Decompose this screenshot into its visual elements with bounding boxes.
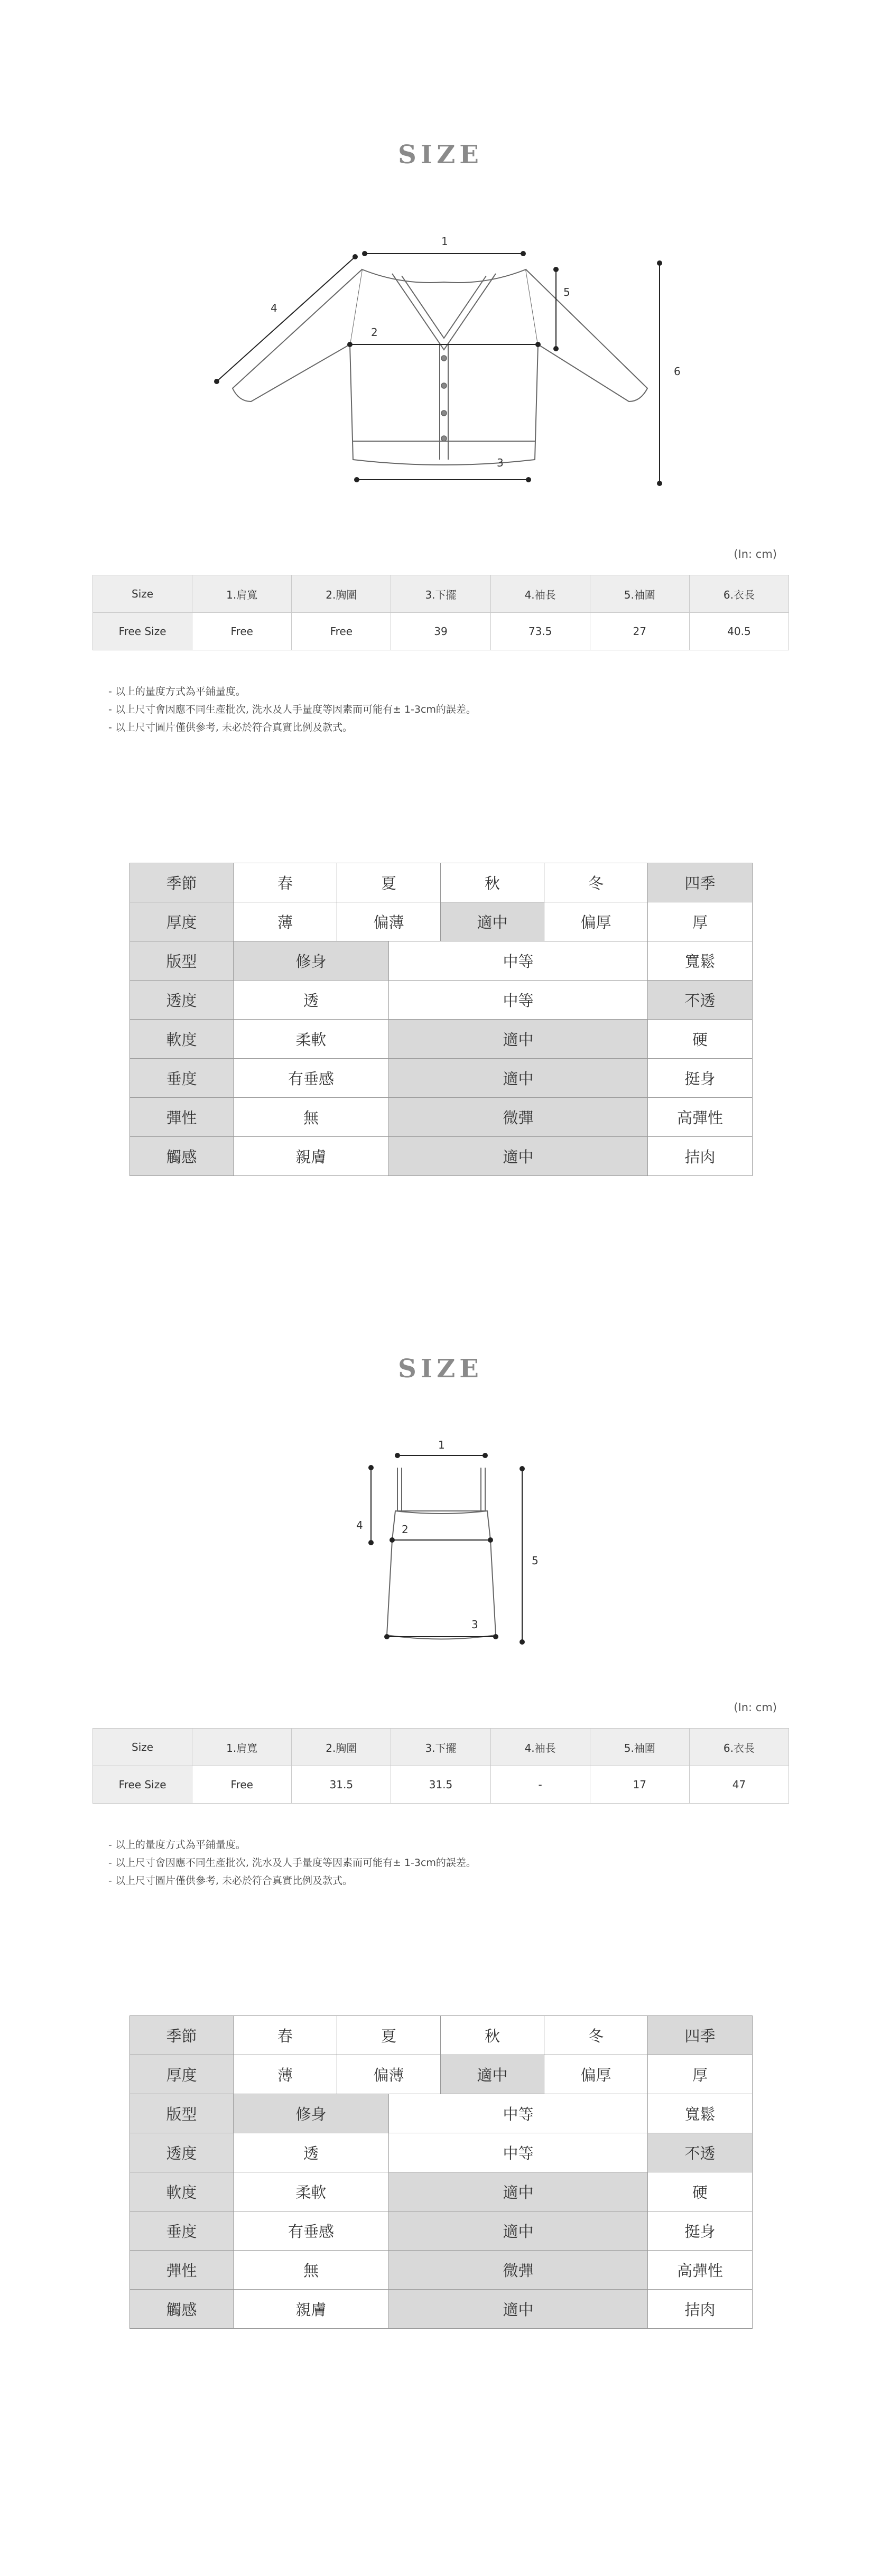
attribute-option-selected: 適中 — [389, 2211, 648, 2251]
note-line: - 以上的量度方式為平鋪量度。 — [108, 1839, 246, 1851]
attribute-option: 硬 — [648, 2172, 753, 2211]
camisole-size-diagram — [0, 1437, 881, 1659]
size-table-cell: 40.5 — [689, 613, 789, 650]
size-table-header-cell: 1.肩寬 — [192, 1729, 292, 1766]
attribute-option: 偏薄 — [337, 902, 441, 941]
attribute-option: 寬鬆 — [648, 941, 753, 981]
diagram-label-4: 4 — [271, 302, 277, 314]
attribute-row-drape — [130, 2211, 753, 2251]
size-table-header — [93, 575, 789, 613]
size-table-header-cell: 5.袖圍 — [590, 1729, 689, 1766]
fabric-attribute-table — [129, 2015, 753, 2329]
attribute-option: 高彈性 — [648, 1098, 753, 1137]
attribute-row-thickness — [130, 2055, 753, 2094]
attribute-option-selected: 不透 — [648, 981, 753, 1020]
note-line: - 以上的量度方式為平鋪量度。 — [108, 686, 246, 697]
attribute-option: 夏 — [337, 863, 441, 902]
attribute-option: 偏薄 — [337, 2055, 441, 2094]
size-table-cell: 31.5 — [292, 1766, 391, 1804]
measurement-notes — [108, 683, 476, 736]
attribute-option: 中等 — [389, 2094, 648, 2133]
attribute-row-touch — [130, 1137, 753, 1176]
attribute-label: 季節 — [130, 2016, 234, 2055]
attribute-row-touch — [130, 2290, 753, 2329]
attribute-label: 軟度 — [130, 1020, 234, 1059]
attribute-option: 透 — [234, 2133, 389, 2172]
size-table-header-cell: 2.胸圍 — [292, 1729, 391, 1766]
size-table-cell: Free — [292, 613, 391, 650]
attribute-label: 彈性 — [130, 1098, 234, 1137]
note-line: - 以上尺寸圖片僅供參考, 未必於符合真實比例及款式。 — [108, 722, 353, 733]
attribute-label: 版型 — [130, 2094, 234, 2133]
note-line: - 以上尺寸圖片僅供參考, 未必於符合真實比例及款式。 — [108, 1875, 353, 1887]
size-table-header-cell: Size — [93, 575, 192, 613]
size-table-header-cell: 6.衣長 — [689, 575, 789, 613]
attribute-row-fit — [130, 941, 753, 981]
fabric-attribute-table — [129, 863, 753, 1176]
diagram-label-3: 3 — [497, 456, 504, 469]
attribute-option-selected: 適中 — [441, 902, 544, 941]
attribute-option: 偏厚 — [544, 2055, 648, 2094]
attribute-option: 偏厚 — [544, 902, 648, 941]
attribute-option: 中等 — [389, 941, 648, 981]
size-table-cell: 31.5 — [391, 1766, 490, 1804]
attribute-option: 冬 — [544, 863, 648, 902]
attribute-option-selected: 四季 — [648, 2016, 753, 2055]
attribute-row-transparency — [130, 2133, 753, 2172]
diagram-label-1: 1 — [441, 235, 448, 248]
attribute-option-selected: 適中 — [389, 1020, 648, 1059]
attribute-row-season — [130, 2016, 753, 2055]
attribute-row-elasticity — [130, 1098, 753, 1137]
attribute-option: 厚 — [648, 902, 753, 941]
size-table-cell: - — [490, 1766, 590, 1804]
table-row — [93, 1766, 789, 1804]
size-table-cell: Free Size — [93, 613, 192, 650]
size-table — [92, 1728, 789, 1804]
size-table-cell: Free — [192, 1766, 292, 1804]
attribute-row-season — [130, 863, 753, 902]
size-table-header — [93, 1729, 789, 1766]
size-table-cell: 17 — [590, 1766, 689, 1804]
attribute-option: 秋 — [441, 2016, 544, 2055]
cardigan-size-diagram — [0, 227, 881, 502]
attribute-label: 垂度 — [130, 2211, 234, 2251]
size-table-header-cell: Size — [93, 1729, 192, 1766]
attribute-option: 中等 — [389, 981, 648, 1020]
attribute-option: 春 — [234, 2016, 337, 2055]
attribute-label: 透度 — [130, 2133, 234, 2172]
size-table-header-cell: 4.袖長 — [490, 575, 590, 613]
attribute-option: 親膚 — [234, 2290, 389, 2329]
attribute-option: 薄 — [234, 902, 337, 941]
attribute-row-softness — [130, 1020, 753, 1059]
note-line: - 以上尺寸會因應不同生產批次, 洗水及人手量度等因素而可能有± 1-3cm的誤差。 — [108, 704, 476, 715]
attribute-label: 厚度 — [130, 902, 234, 941]
diagram-label-4: 4 — [356, 1519, 363, 1532]
attribute-label: 季節 — [130, 863, 234, 902]
attribute-option: 柔軟 — [234, 2172, 389, 2211]
unit-label: (In: cm) — [734, 1701, 777, 1714]
attribute-label: 透度 — [130, 981, 234, 1020]
attribute-option: 春 — [234, 863, 337, 902]
diagram-label-5: 5 — [563, 286, 570, 298]
attribute-option: 高彈性 — [648, 2251, 753, 2290]
attribute-row-transparency — [130, 981, 753, 1020]
attribute-option: 有垂感 — [234, 1059, 389, 1098]
attribute-option: 親膚 — [234, 1137, 389, 1176]
size-table-cell: 39 — [391, 613, 490, 650]
diagram-label-6: 6 — [674, 365, 681, 378]
attribute-option: 硬 — [648, 1020, 753, 1059]
diagram-label-5: 5 — [532, 1554, 539, 1567]
size-table-header-cell: 3.下擺 — [391, 1729, 490, 1766]
table-row — [93, 613, 789, 650]
attribute-option-selected: 微彈 — [389, 1098, 648, 1137]
attribute-option: 寬鬆 — [648, 2094, 753, 2133]
unit-label: (In: cm) — [734, 548, 777, 561]
attribute-row-thickness — [130, 902, 753, 941]
size-table-cell: Free Size — [93, 1766, 192, 1804]
attribute-row-drape — [130, 1059, 753, 1098]
attribute-option: 薄 — [234, 2055, 337, 2094]
measurement-notes — [108, 1836, 476, 1890]
attribute-row-fit — [130, 2094, 753, 2133]
attribute-option: 拮肉 — [648, 1137, 753, 1176]
size-title: SIZE — [398, 1354, 483, 1384]
attribute-option: 挺身 — [648, 2211, 753, 2251]
diagram-label-3: 3 — [471, 1618, 478, 1631]
attribute-option-selected: 適中 — [389, 2172, 648, 2211]
attribute-label: 垂度 — [130, 1059, 234, 1098]
attribute-option-selected: 適中 — [441, 2055, 544, 2094]
attribute-option: 厚 — [648, 2055, 753, 2094]
diagram-label-2: 2 — [371, 326, 378, 339]
size-table-cell: Free — [192, 613, 292, 650]
attribute-option: 拮肉 — [648, 2290, 753, 2329]
note-line: - 以上尺寸會因應不同生產批次, 洗水及人手量度等因素而可能有± 1-3cm的誤差。 — [108, 1857, 476, 1869]
attribute-option: 夏 — [337, 2016, 441, 2055]
attribute-label: 觸感 — [130, 1137, 234, 1176]
attribute-label: 觸感 — [130, 2290, 234, 2329]
attribute-option: 無 — [234, 2251, 389, 2290]
attribute-option: 透 — [234, 981, 389, 1020]
attribute-option: 有垂感 — [234, 2211, 389, 2251]
attribute-option: 中等 — [389, 2133, 648, 2172]
attribute-option-selected: 適中 — [389, 1059, 648, 1098]
size-table-header-cell: 5.袖圍 — [590, 575, 689, 613]
attribute-label: 版型 — [130, 941, 234, 981]
attribute-row-softness — [130, 2172, 753, 2211]
attribute-option-selected: 修身 — [234, 2094, 389, 2133]
size-table-cell: 47 — [689, 1766, 789, 1804]
size-table-cell: 73.5 — [490, 613, 590, 650]
diagram-label-2: 2 — [402, 1523, 409, 1536]
attribute-option: 挺身 — [648, 1059, 753, 1098]
attribute-option: 秋 — [441, 863, 544, 902]
size-table-header-cell: 2.胸圍 — [292, 575, 391, 613]
size-table — [92, 575, 789, 650]
attribute-option: 冬 — [544, 2016, 648, 2055]
attribute-option: 柔軟 — [234, 1020, 389, 1059]
attribute-row-elasticity — [130, 2251, 753, 2290]
size-table-header-cell: 4.袖長 — [490, 1729, 590, 1766]
attribute-option: 無 — [234, 1098, 389, 1137]
attribute-option-selected: 適中 — [389, 1137, 648, 1176]
attribute-option-selected: 適中 — [389, 2290, 648, 2329]
size-table-header-cell: 6.衣長 — [689, 1729, 789, 1766]
attribute-label: 軟度 — [130, 2172, 234, 2211]
size-table-header-cell: 1.肩寬 — [192, 575, 292, 613]
attribute-label: 彈性 — [130, 2251, 234, 2290]
size-table-header-cell: 3.下擺 — [391, 575, 490, 613]
attribute-label: 厚度 — [130, 2055, 234, 2094]
attribute-option-selected: 修身 — [234, 941, 389, 981]
attribute-option-selected: 不透 — [648, 2133, 753, 2172]
attribute-option-selected: 四季 — [648, 863, 753, 902]
attribute-option-selected: 微彈 — [389, 2251, 648, 2290]
size-title: SIZE — [398, 140, 483, 170]
diagram-label-1: 1 — [438, 1439, 445, 1451]
size-table-cell: 27 — [590, 613, 689, 650]
